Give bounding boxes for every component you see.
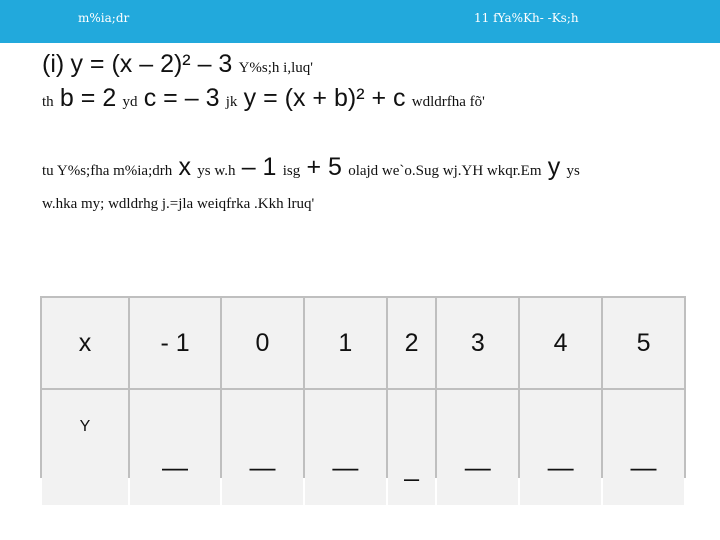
equation-1: y = (x – 2)² – 3 [70, 50, 233, 78]
question-line-2 [42, 84, 485, 113]
x-symbol: x [178, 153, 191, 181]
line3-text-1: tu Y%s;fha m%ia;drh [42, 163, 173, 179]
header-left-text: m%ia;dr [78, 11, 130, 25]
header-right-text: 11 fYa%Kh- -Ks;h [474, 11, 579, 25]
question-line-4: w.hka my; wdldrhg j.=jla weiqfrka .Kkh lruq' [42, 196, 315, 212]
line3-text-4: olajd we`o.Sug wj.YH wkqr.Em [348, 163, 542, 179]
range-start: – 1 [241, 153, 277, 181]
table-row-y [42, 390, 684, 505]
x-cell: 2 [388, 298, 436, 388]
x-cell: 0 [222, 298, 303, 388]
y-blank-cell[interactable]: — [520, 390, 601, 505]
equation-2: y = (x + b)² + c [243, 84, 406, 112]
c-expression: c = – 3 [143, 84, 220, 112]
line2-text-3: jk [225, 94, 238, 110]
range-end: + 5 [306, 153, 342, 181]
title-bar [0, 0, 720, 43]
y-blank-cell[interactable]: — [305, 390, 386, 505]
values-table [40, 296, 686, 482]
part-label: (i) [42, 50, 65, 78]
b-expression: b = 2 [59, 84, 117, 112]
line3-text-5: ys [566, 163, 580, 179]
y-blank-cell[interactable]: _ [388, 390, 436, 505]
line3-text-2: ys w.h [197, 163, 236, 179]
line2-text-1: th [42, 94, 54, 110]
y-blank-cell[interactable]: — [437, 390, 518, 505]
line2-text-2: yd [122, 94, 138, 110]
line3-text-3: isg [282, 163, 301, 179]
line2-tail: wdldrfha fõ' [411, 94, 485, 110]
x-cell: - 1 [130, 298, 220, 388]
table-row-x [42, 298, 684, 388]
x-cell: 3 [437, 298, 518, 388]
y-symbol: y [547, 153, 561, 181]
y-blank-cell[interactable]: — [130, 390, 220, 505]
x-cell: 5 [603, 298, 684, 388]
x-cell: 4 [520, 298, 601, 388]
y-blank-cell[interactable]: — [603, 390, 684, 505]
y-blank-cell[interactable]: — [222, 390, 303, 505]
question-line-1 [42, 50, 313, 79]
question-line-3 [42, 153, 580, 182]
x-cell: 1 [305, 298, 386, 388]
line1-tail: Y%s;h i,luq' [238, 60, 313, 76]
y-header-cell: Y [42, 390, 128, 505]
x-header-cell: x [42, 298, 128, 388]
